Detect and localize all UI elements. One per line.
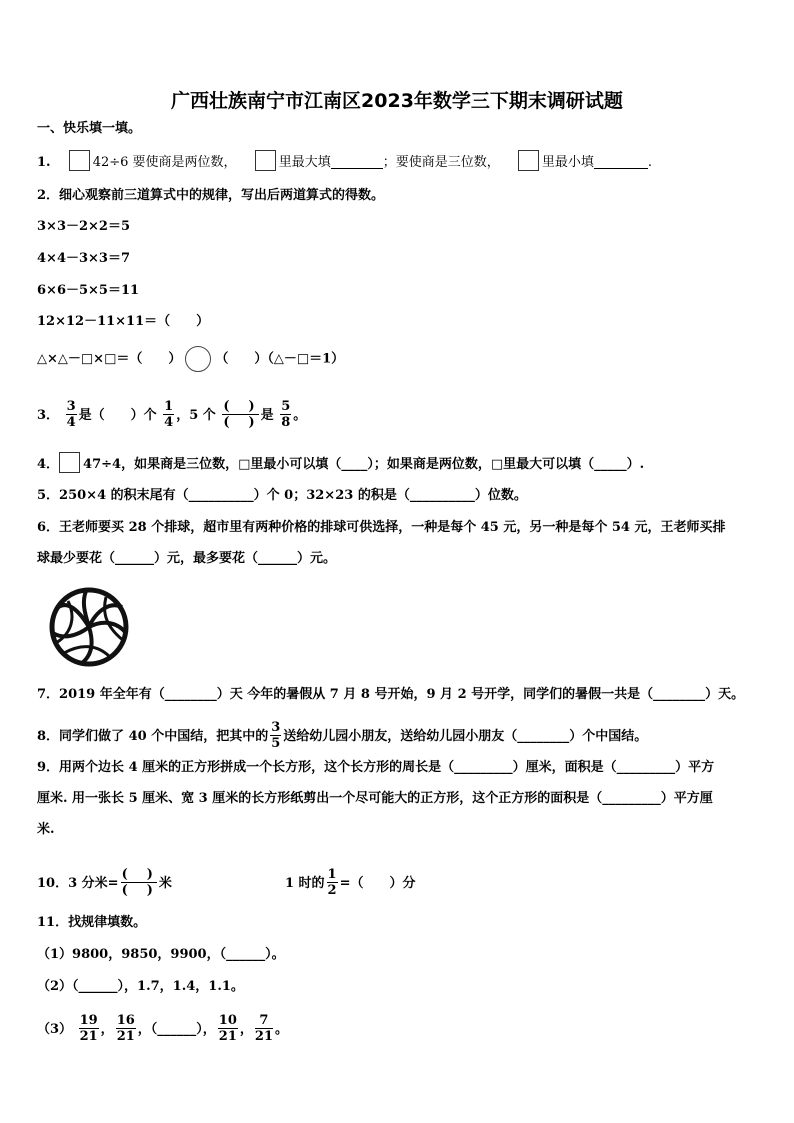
question-text: ，（______）， — [137, 1022, 216, 1037]
fraction: $\frac{3}{4}$ — [66, 399, 76, 430]
question-7: 7．2019 年全年有（________）天 今年的暑假从 7 月 8 号开始，9 月 2 号开学，同学们的暑假一共是（________）天。 — [37, 687, 745, 702]
question-text: 47÷4，如果商是三位数，□里最小可以填（____）；如果商是两位数，□里最大可以填（_____）. — [83, 457, 645, 472]
fraction: $\frac{10}{21}$ — [218, 1013, 237, 1044]
equation-line — [37, 346, 345, 367]
question-9-line-2: 厘米. 用一张长 5 厘米、宽 3 厘米的长方形纸剪出一个尽可能大的正方形，这个正方形的面积是（_________）平方厘 — [37, 791, 713, 806]
section-heading: 一、快乐填一填。 — [37, 121, 142, 136]
question-9-line-3: 米. — [37, 822, 55, 837]
answer-box[interactable] — [255, 150, 276, 171]
equation-text: △×△－□×□＝（ ） — [37, 351, 182, 367]
fraction: $\frac{7}{21}$ — [254, 1013, 273, 1044]
page-title: 广西壮族南宁市江南区2023年数学三下期末调研试题 — [171, 90, 623, 112]
question-text: 送给幼儿园小朋友，送给幼儿园小朋友（________）个中国结。 — [283, 729, 648, 744]
question-text: 里最小填 — [541, 155, 594, 170]
fraction: $\frac{1}{4}$ — [164, 399, 174, 430]
fraction-blank[interactable]: $\frac{( )}{( )}$ — [121, 867, 156, 898]
equation-line: 6×6－5×5＝11 — [37, 283, 140, 298]
question-number: 3． — [37, 408, 60, 423]
question-8 — [37, 720, 648, 751]
fraction: $\frac{16}{21}$ — [116, 1013, 135, 1044]
sequence-line: （2）（______），1.7，1.4，1.1。 — [37, 979, 244, 994]
question-number: 4． — [37, 457, 60, 472]
fraction: $\frac{19}{21}$ — [79, 1013, 98, 1044]
question-4 — [37, 452, 644, 470]
equation-text: （ ）（△－□＝1） — [215, 351, 345, 367]
equation-line: 12×12－11×11＝（ ） — [37, 314, 210, 329]
question-text: 是（ ）个 — [78, 408, 157, 423]
question-text: 。 — [293, 408, 307, 423]
question-text: 42÷6 要使商是两位数， — [92, 155, 237, 170]
sequence-line: （1）9800，9850，9900，（______）。 — [37, 947, 285, 962]
question-number: 1. — [37, 155, 51, 170]
question-text: 米 — [158, 876, 172, 891]
question-text: 1 时的 — [284, 876, 325, 891]
answer-box[interactable] — [59, 452, 80, 473]
fraction: $\frac{1}{2}$ — [327, 867, 337, 898]
equation-line: 4×4－3×3＝7 — [37, 251, 131, 266]
question-text: =（ ）分 — [339, 876, 416, 891]
question-5: 5．250×4 的积末尾有（__________）个 0；32×23 的积是（__________）位数。 — [37, 488, 527, 503]
question-1 — [37, 150, 652, 168]
question-2-prompt: 2．细心观察前三道算式中的规律，写出后两道算式的得数。 — [37, 188, 385, 203]
question-text: 10．3 分米= — [37, 876, 119, 891]
question-text: . — [647, 155, 653, 170]
fraction: $\frac{3}{5}$ — [271, 720, 281, 751]
question-3 — [37, 399, 307, 430]
question-10 — [37, 867, 416, 898]
answer-box[interactable] — [69, 150, 90, 171]
volleyball-icon — [48, 587, 130, 667]
comparison-circle[interactable] — [185, 346, 211, 372]
answer-box[interactable] — [518, 150, 539, 171]
question-text: 。 — [275, 1022, 289, 1037]
question-text: ；要使商是三位数， — [382, 155, 500, 170]
fraction: $\frac{5}{8}$ — [281, 399, 291, 430]
question-text: 是 — [260, 408, 274, 423]
question-text: 8．同学们做了 40 个中国结，把其中的 — [37, 729, 269, 744]
question-6-line-1: 6．王老师要买 28 个排球，超市里有两种价格的排球可供选择，一种是每个 45 元，另一种是每个 54 元，王老师买排 — [37, 520, 726, 535]
question-text: 里最大填 — [278, 155, 331, 170]
question-9-line-1: 9．用两个边长 4 厘米的正方形拼成一个长方形，这个长方形的周长是（_________）厘米，面积是（_________）平方 — [37, 760, 715, 775]
question-11-prompt: 11．找规律填数。 — [37, 915, 147, 930]
answer-blank[interactable] — [594, 154, 648, 169]
answer-blank[interactable] — [331, 154, 383, 169]
question-text: （3） — [37, 1022, 73, 1037]
question-text: ，5 个 — [176, 408, 216, 423]
equation-line: 3×3－2×2＝5 — [37, 219, 131, 234]
sequence-line: （3） $\frac{19}{21}$ ， $\frac{16}{21}$ ，（______）， $\frac{10}{21}$ ， $\frac{7}{21}$ 。 — [37, 1013, 289, 1044]
fraction-blank[interactable]: $\frac{( )}{( )}$ — [223, 399, 258, 430]
question-6-line-2: 球最少要花（______）元，最多要花（______）元。 — [37, 551, 337, 566]
